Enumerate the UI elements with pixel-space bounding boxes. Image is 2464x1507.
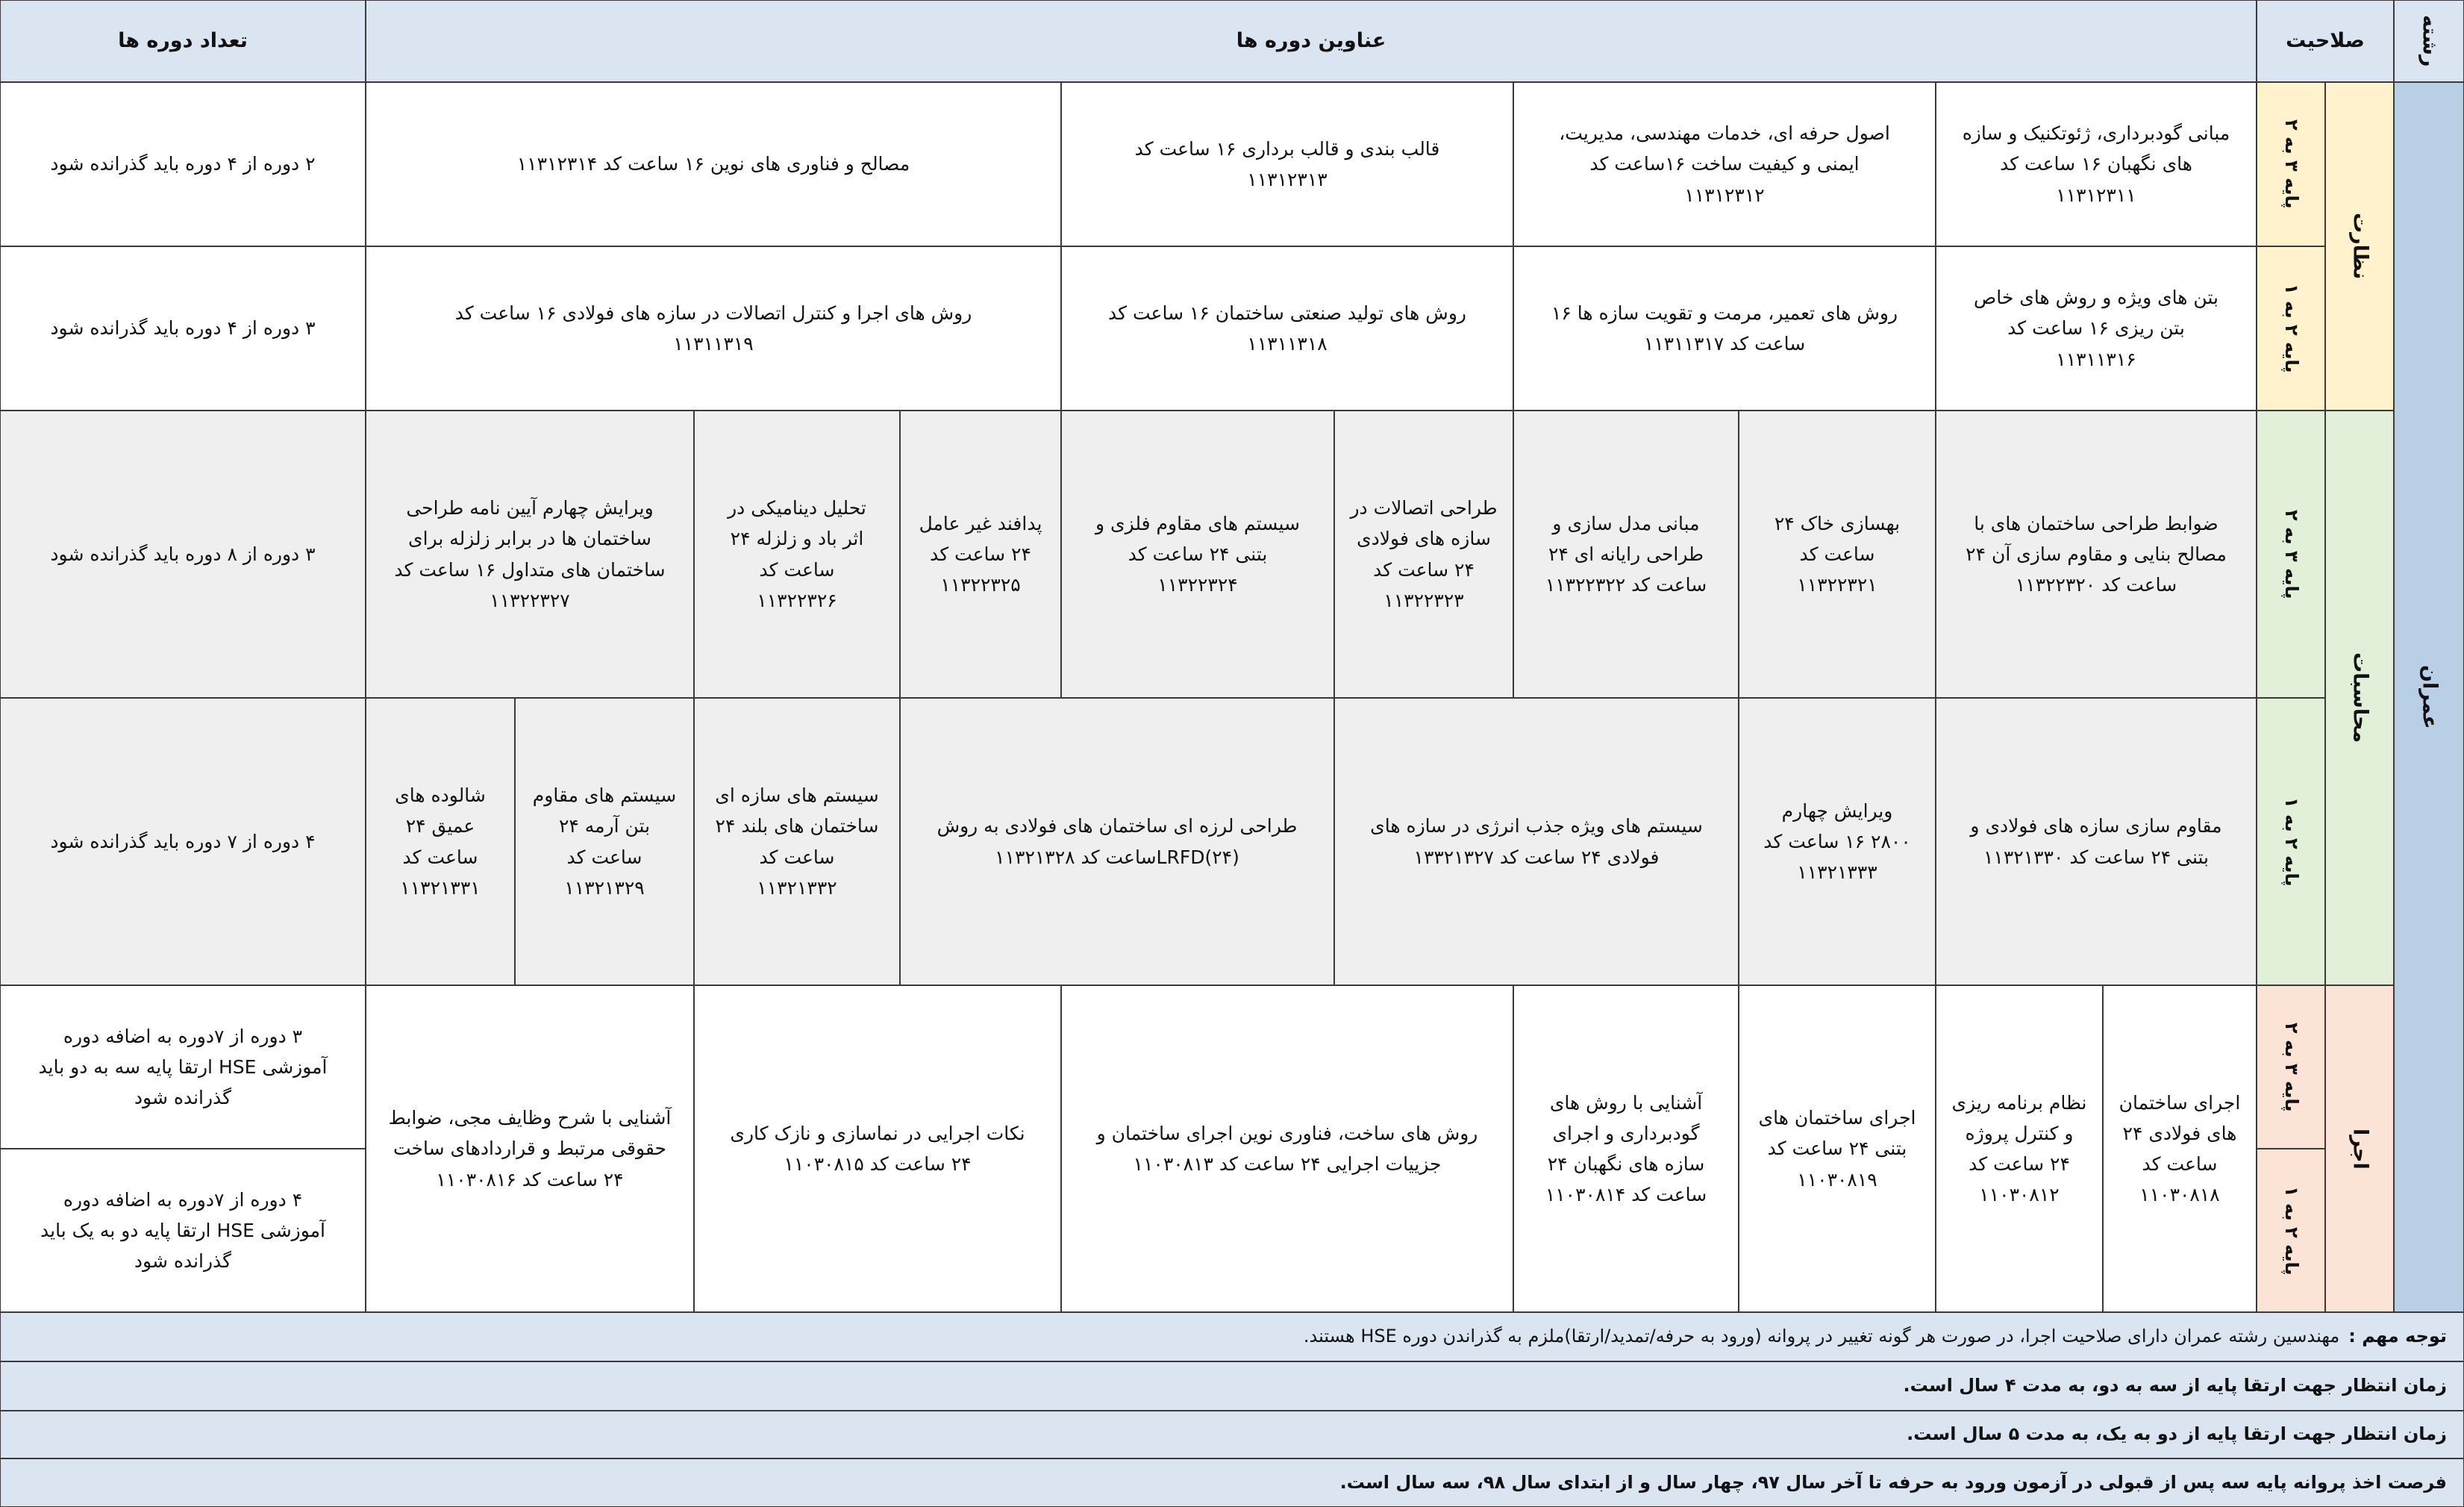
section-nezarat (2325, 82, 2394, 411)
nezarat-r2-course-2 (1513, 246, 1936, 411)
section-mohasebat-label: محاسبات (2348, 652, 2372, 743)
course-text: اجرای ساختمان های فولادی ۲۴ ساعت کد ۱۱۰۳۰۸۱۸ (2119, 1091, 2241, 1206)
course-text: نکات اجرایی در نماسازی و نازک کاری ۲۴ ساعت کد ۱۱۰۳۰۸۱۵ (730, 1122, 1025, 1175)
ejra-course-3 (1739, 985, 1936, 1312)
mohasebat-r2-course-5 (694, 698, 900, 985)
mohasebat-r2-course-4 (900, 698, 1334, 985)
course-text: روش های اجرا و کنترل اتصالات در سازه های فولادی ۱۶ ساعت کد ۱۱۳۱۱۳۱۹ (454, 302, 972, 355)
count-text: ۴ دوره از ۷ دوره باید گذرانده شود (50, 830, 316, 852)
field-cell (2394, 82, 2464, 1312)
mohasebat-base-2to1-label: پایه ۲ به ۱ (2280, 796, 2302, 887)
nezarat-r1-course-1 (1936, 82, 2257, 246)
note-wait-2-to-1-text: زمان انتظار جهت ارتقا پایه از دو به یک، به مدت ۵ سال است. (1907, 1423, 2447, 1445)
nezarat-r2-course-1 (1936, 246, 2257, 411)
course-text: طراحی اتصالات در سازه های فولادی ۲۴ ساعت کد ۱۱۳۲۲۳۲۳ (1350, 497, 1498, 611)
note-wait-3-to-2 (0, 1361, 2464, 1411)
course-text: ویرایش چهارم آیین نامه طراحی ساختمان ها در برابر زلزله برای ساختمان های متداول ۱۶ ساعت کد ۱۱۳۲۲۳۲۷ (394, 497, 666, 611)
mohasebat-r2-course-3 (1334, 698, 1739, 985)
ejra-course-1 (2103, 985, 2257, 1312)
course-text: پدافند غیر عامل ۲۴ ساعت کد ۱۱۳۲۲۳۲۵ (919, 512, 1042, 596)
note-license-deadline-text: فرصت اخذ پروانه پایه سه پس از قبولی در آزمون ورود به حرفه تا آخر سال ۹۷، چهار سال و از ابتدای سال ۹۸، سه سال است. (1339, 1471, 2447, 1493)
nezarat-r1-count (0, 82, 366, 246)
nezarat-r1-course-3 (1061, 82, 1513, 246)
course-text: سیستم های ویژه جذب انرژی در سازه های فولادی ۲۴ ساعت کد ۱۳۳۲۱۳۲۷ (1370, 815, 1703, 868)
course-text: بتن های ویژه و روش های خاص بتن ریزی ۱۶ ساعت کد ۱۱۳۱۱۳۱۶ (1974, 287, 2218, 370)
mohasebat-r1-course-8 (366, 411, 694, 698)
nezarat-base-2to1 (2257, 246, 2325, 411)
ejra-course-2 (1936, 985, 2103, 1312)
count-text: ۴ دوره از ۷دوره به اضافه دوره آموزشی HSE ارتقا پایه دو به یک باید گذرانده شود (40, 1188, 325, 1273)
mohasebat-r2-course-1 (1936, 698, 2257, 985)
count-text: ۳ دوره از ۷دوره به اضافه دوره آموزشی HSE ارتقا پایه سه به دو باید گذرانده شود (38, 1025, 328, 1109)
course-text: شالوده های عمیق ۲۴ ساعت کد ۱۱۳۲۱۳۳۱ (395, 784, 486, 899)
course-text: روش های تولید صنعتی ساختمان ۱۶ ساعت کد ۱۱۳۱۱۳۱۸ (1108, 302, 1466, 355)
nezarat-base-3to2 (2257, 82, 2325, 246)
ejra-base-3to2 (2257, 985, 2325, 1149)
course-text: اصول حرفه ای، خدمات مهندسی، مدیریت، ایمنی و کیفیت ساخت ۱۶ساعت کد ۱۱۳۱۲۳۱۲ (1559, 122, 1890, 206)
ejra-course-5 (1061, 985, 1513, 1312)
note-important-label: توجه مهم : (2348, 1326, 2447, 1347)
course-text: قالب بندی و قالب برداری ۱۶ ساعت کد ۱۱۳۱۲۳۱۳ (1134, 137, 1440, 190)
note-important-line (1304, 1322, 2447, 1352)
mohasebat-r1-course-7 (694, 411, 900, 698)
nezarat-r2-course-4 (366, 246, 1061, 411)
nezarat-base-3to2-label: پایه ۳ به ۲ (2280, 119, 2302, 209)
mohasebat-base-2to1 (2257, 698, 2325, 985)
course-text: سیستم های مقاوم بتن آرمه ۲۴ ساعت کد ۱۱۳۲۱۳۲۹ (532, 784, 677, 899)
course-text: مبانی گودبرداری، ژئوتکنیک و سازه های نگهبان ۱۶ ساعت کد ۱۱۳۱۲۳۱۱ (1962, 122, 2230, 206)
mohasebat-r2-course-2 (1739, 698, 1936, 985)
count-text: ۲ دوره از ۴ دوره باید گذرانده شود (50, 153, 316, 175)
section-nezarat-label: نظارت (2348, 213, 2372, 280)
nezarat-r1-course-2 (1513, 82, 1936, 246)
nezarat-r2-course-3 (1061, 246, 1513, 411)
header-titles (366, 0, 2257, 82)
header-count-label: تعداد دوره ها (118, 28, 248, 52)
course-text: آشنایی با شرح وظایف مجی، ضوابط حقوقی مرتبط و قراردادهای ساخت ۲۴ ساعت کد ۱۱۰۳۰۸۱۶ (388, 1107, 672, 1191)
course-text: ضوابط طراحی ساختمان های با مصالح بنایی و مقاوم سازی آن ۲۴ ساعت کد ۱۱۳۲۲۳۲۰ (1966, 512, 2227, 596)
note-license-deadline (0, 1458, 2464, 1507)
note-important (0, 1312, 2464, 1361)
mohasebat-r1-course-3 (1513, 411, 1739, 698)
ejra-course-6 (694, 985, 1061, 1312)
ejra-course-7 (366, 985, 694, 1312)
section-ejra (2325, 985, 2394, 1312)
nezarat-base-2to1-label: پایه ۲ به ۱ (2280, 284, 2302, 373)
header-competency-label: صلاحیت (2286, 28, 2365, 52)
course-text: نظام برنامه ریزی و کنترل پروژه ۲۴ ساعت کد ۱۱۰۳۰۸۱۲ (1951, 1091, 2087, 1206)
ejra-base-2to1-label: پایه ۲ به ۱ (2280, 1185, 2302, 1276)
field-name: عمران (2418, 665, 2442, 729)
mohasebat-r2-course-6 (515, 698, 694, 985)
note-important-text: مهندسین رشته عمران دارای صلاحیت اجرا، در صورت هر گونه تغییر در پروانه (ورود به حرفه/تمدید/ارتقا)ملزم به گذراندن دوره HSE هستند. (1303, 1326, 2340, 1347)
count-text: ۳ دوره از ۸ دوره باید گذرانده شود (50, 543, 316, 565)
course-text: روش های ساخت، فناوری نوین اجرای ساختمان و جزییات اجرایی ۲۴ ساعت کد ۱۱۰۳۰۸۱۳ (1096, 1122, 1478, 1175)
course-text: بهسازی خاک ۲۴ ساعت کد ۱۱۳۲۲۳۲۱ (1774, 512, 1901, 596)
header-count (0, 0, 366, 82)
course-text: مقاوم سازی سازه های فولادی و بتنی ۲۴ ساعت کد ۱۱۳۲۱۳۳۰ (1970, 815, 2222, 868)
section-ejra-label: اجرا (2348, 1128, 2372, 1170)
course-text: مبانی مدل سازی و طراحی رایانه ای ۲۴ ساعت کد ۱۱۳۲۲۳۲۲ (1545, 512, 1707, 596)
header-field (2394, 0, 2464, 82)
mohasebat-base-3to2 (2257, 411, 2325, 698)
course-text: سیستم های سازه ای ساختمان های بلند ۲۴ ساعت کد ۱۱۳۲۱۳۳۲ (715, 784, 879, 899)
course-text: سیستم های مقاوم فلزی و بتنی ۲۴ ساعت کد ۱۱۳۲۲۳۲۴ (1095, 512, 1300, 596)
header-field-label: رشته (2418, 15, 2442, 67)
ejra-base-3to2-label: پایه ۳ به ۲ (2280, 1022, 2302, 1112)
mohasebat-r1-course-6 (900, 411, 1061, 698)
ejra-r2-count (0, 1149, 366, 1312)
header-competency (2257, 0, 2394, 82)
course-text: ویرایش چهارم ۲۸۰۰ ۱۶ ساعت کد ۱۱۳۲۱۳۳۳ (1763, 799, 1911, 884)
count-text: ۳ دوره از ۴ دوره باید گذرانده شود (50, 317, 316, 340)
ejra-r1-count (0, 985, 366, 1149)
mohasebat-r1-course-1 (1936, 411, 2257, 698)
course-text: طراحی لرزه ای ساختمان های فولادی به روش LRFD(۲۴)ساعت کد ۱۱۳۲۱۳۲۸ (936, 815, 1298, 868)
mohasebat-base-3to2-label: پایه ۳ به ۲ (2280, 509, 2302, 599)
nezarat-r1-course-4 (366, 82, 1061, 246)
ejra-course-4 (1513, 985, 1739, 1312)
mohasebat-r2-count (0, 698, 366, 985)
header-titles-label: عناوین دوره ها (1236, 28, 1386, 52)
mohasebat-r1-course-5 (1061, 411, 1334, 698)
course-text: آشنایی با روش های گودبرداری و اجرای سازه های نگهبان ۲۴ ساعت کد ۱۱۰۳۰۸۱۴ (1545, 1091, 1707, 1206)
course-text: روش های تعمیر، مرمت و تقویت سازه ها ۱۶ ساعت کد ۱۱۳۱۱۳۱۷ (1551, 302, 1898, 355)
note-wait-3-to-2-text: زمان انتظار جهت ارتقا پایه از سه به دو، به مدت ۴ سال است. (1903, 1375, 2447, 1397)
mohasebat-r1-course-4 (1334, 411, 1513, 698)
mohasebat-r1-count (0, 411, 366, 698)
course-text: تحلیل دینامیکی در اثر باد و زلزله ۲۴ ساعت کد ۱۱۳۲۲۳۲۶ (728, 497, 866, 611)
mohasebat-r1-course-2 (1739, 411, 1936, 698)
nezarat-r2-count (0, 246, 366, 411)
section-mohasebat (2325, 411, 2394, 985)
ejra-base-2to1 (2257, 1149, 2325, 1312)
mohasebat-r2-course-7 (366, 698, 515, 985)
course-text: اجرای ساختمان های بتنی ۲۴ ساعت کد ۱۱۰۳۰۸۱۹ (1758, 1107, 1916, 1191)
note-wait-2-to-1 (0, 1411, 2464, 1458)
course-text: مصالح و فناوری های نوین ۱۶ ساعت کد ۱۱۳۱۲۳۱۴ (516, 153, 910, 175)
